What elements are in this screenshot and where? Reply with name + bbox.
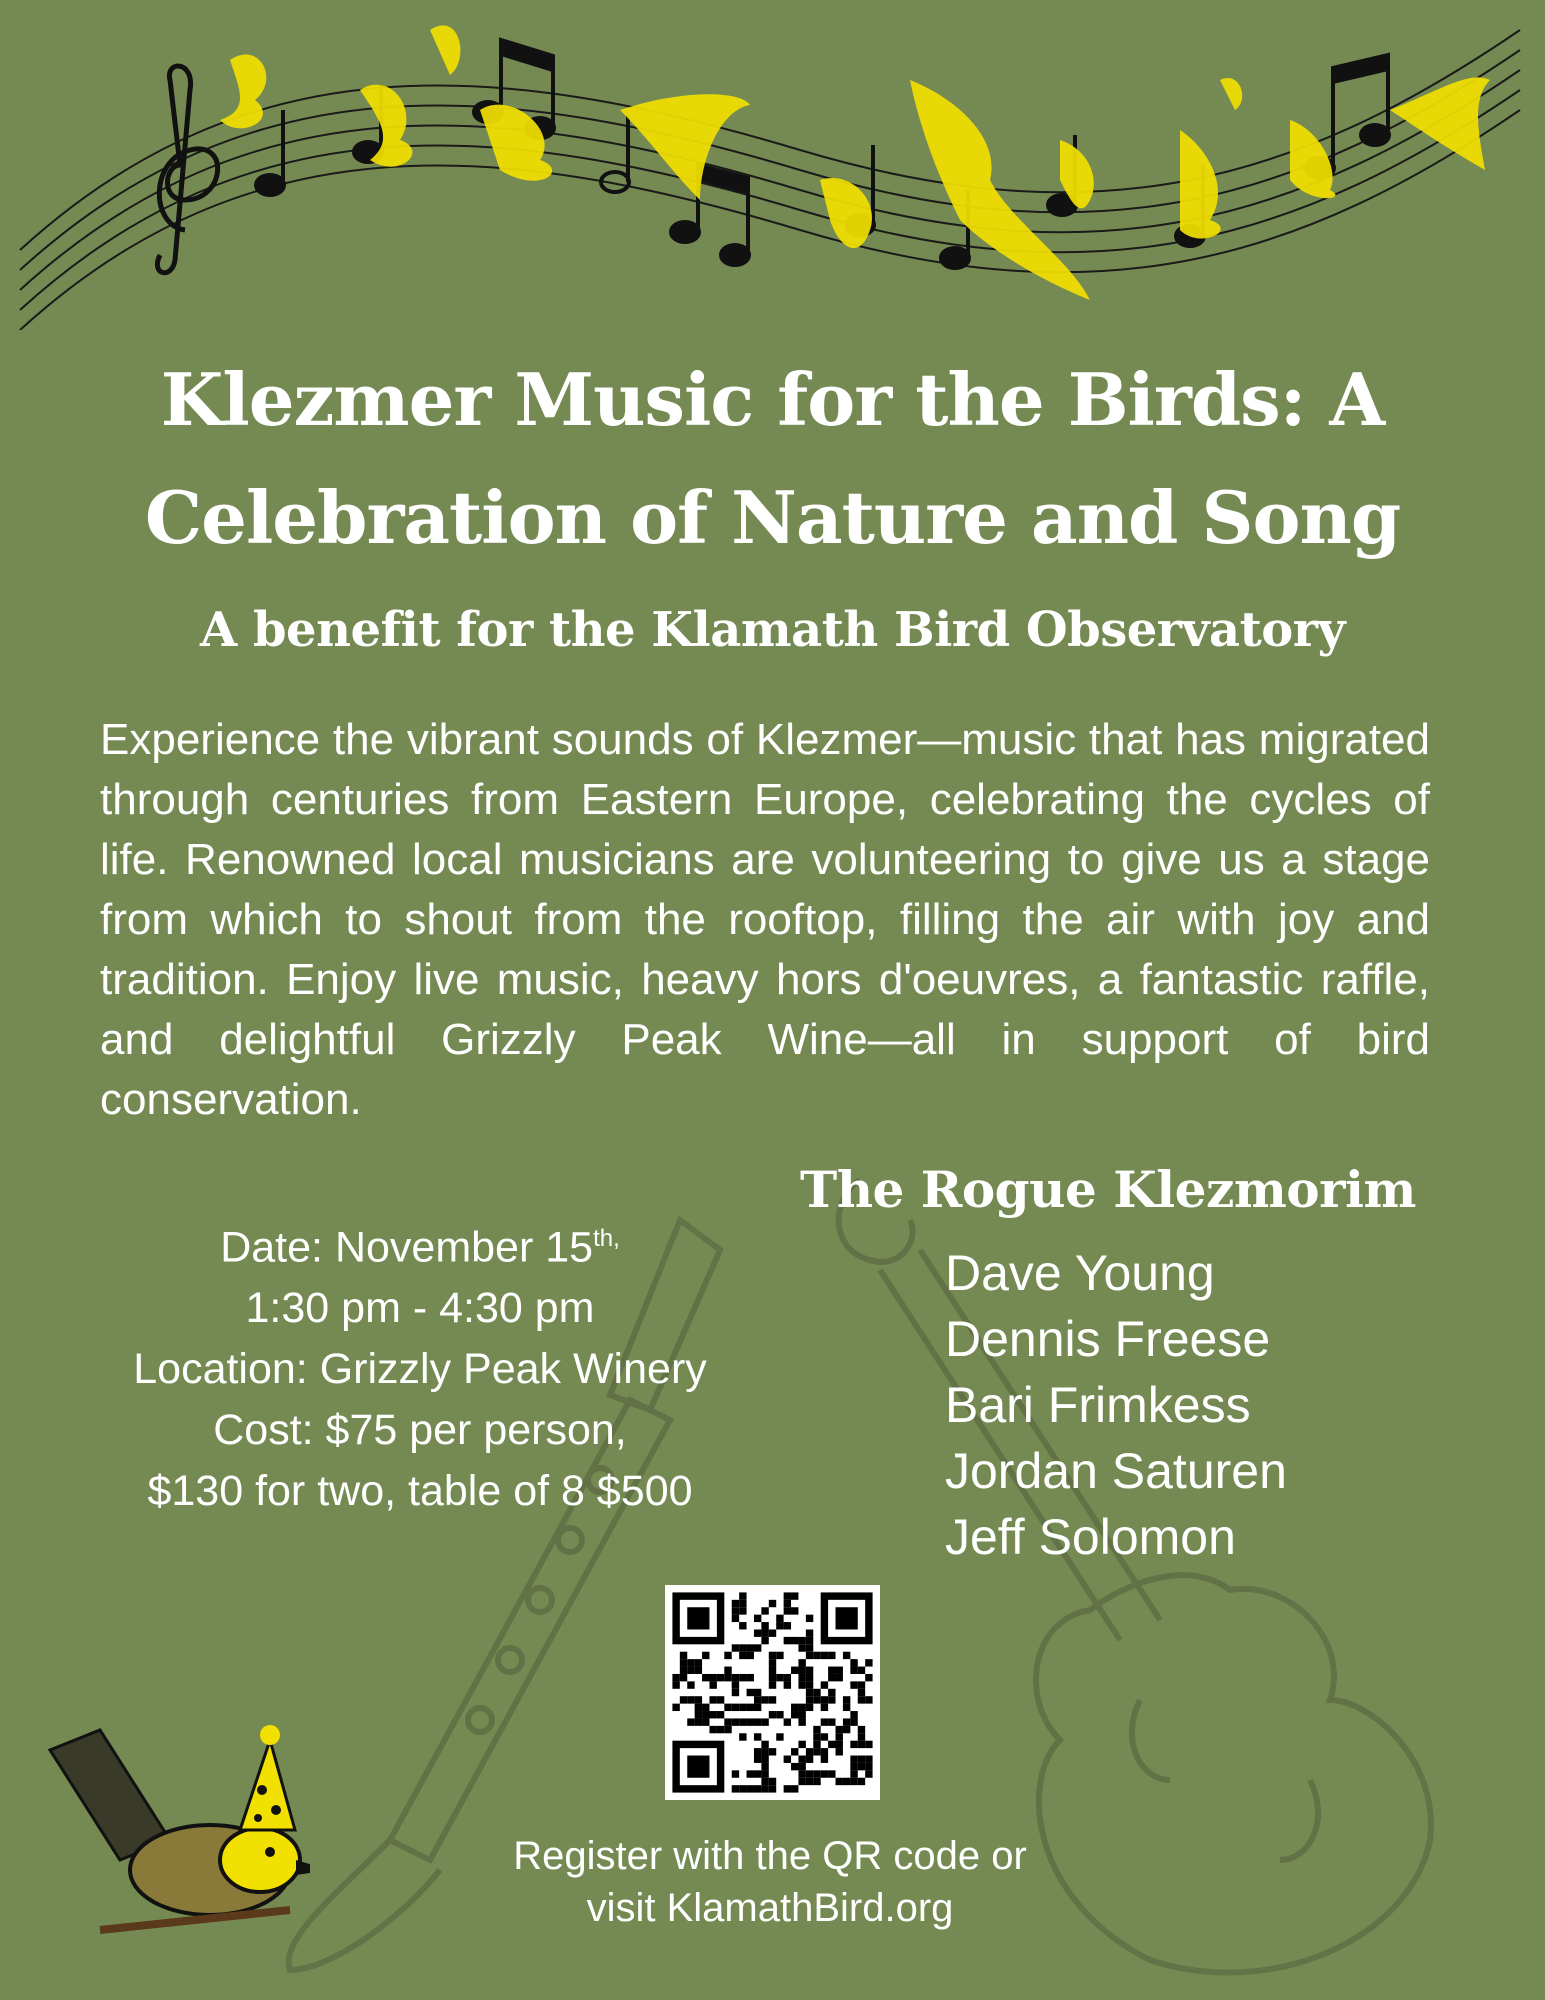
event-description: Experience the vibrant sounds of Klezmer—music that has migrated through centuries from Eastern Europe, celebrating the cycles of life. Renowned local musicians are volunteering to give us a stage from which to shout from the rooftop, filling the air with joy and tradition. Enjoy live music, heavy hors d'oeuvres, a fantastic raffle, and delightful Grizzly Peak Wine—all in support of bird conservation.	[100, 715, 1430, 1124]
band-member: Dave Young	[945, 1245, 1215, 1301]
register-link[interactable]: visit KlamathBird.org	[586, 1886, 954, 1930]
subtitle: A benefit for the Klamath Bird Observatory	[200, 602, 1345, 658]
band-members	[945, 1240, 1287, 1570]
location-line: Location: Grizzly Peak Winery	[133, 1345, 707, 1394]
date-line	[60, 1208, 780, 1278]
band-member: Dennis Freese	[945, 1311, 1271, 1367]
event-details	[60, 1208, 780, 1522]
band-member: Jeff Solomon	[945, 1509, 1236, 1565]
band-name: The Rogue Klezmorim	[800, 1160, 1416, 1219]
title-line-1: Klezmer Music for the Birds: A	[160, 357, 1385, 442]
register-info	[440, 1830, 1100, 1934]
band-member: Bari Frimkess	[945, 1377, 1251, 1433]
qr-code-icon[interactable]	[665, 1585, 880, 1800]
band-member: Jordan Saturen	[945, 1443, 1287, 1499]
wren-party-hat-icon	[40, 1720, 310, 1940]
qr-code-pattern	[665, 1585, 880, 1800]
date-text: Date: November 15	[220, 1223, 594, 1272]
cost-line-1: Cost: $75 per person,	[213, 1406, 627, 1455]
cost-line-2: $130 for two, table of 8 $500	[147, 1467, 693, 1516]
register-line-1: Register with the QR code or	[513, 1834, 1027, 1878]
title-line-2: Celebration of Nature and Song	[144, 475, 1401, 560]
music-staff-icon	[0, 0, 1545, 330]
date-suffix: th,	[593, 1225, 620, 1252]
time-line: 1:30 pm - 4:30 pm	[245, 1284, 595, 1333]
